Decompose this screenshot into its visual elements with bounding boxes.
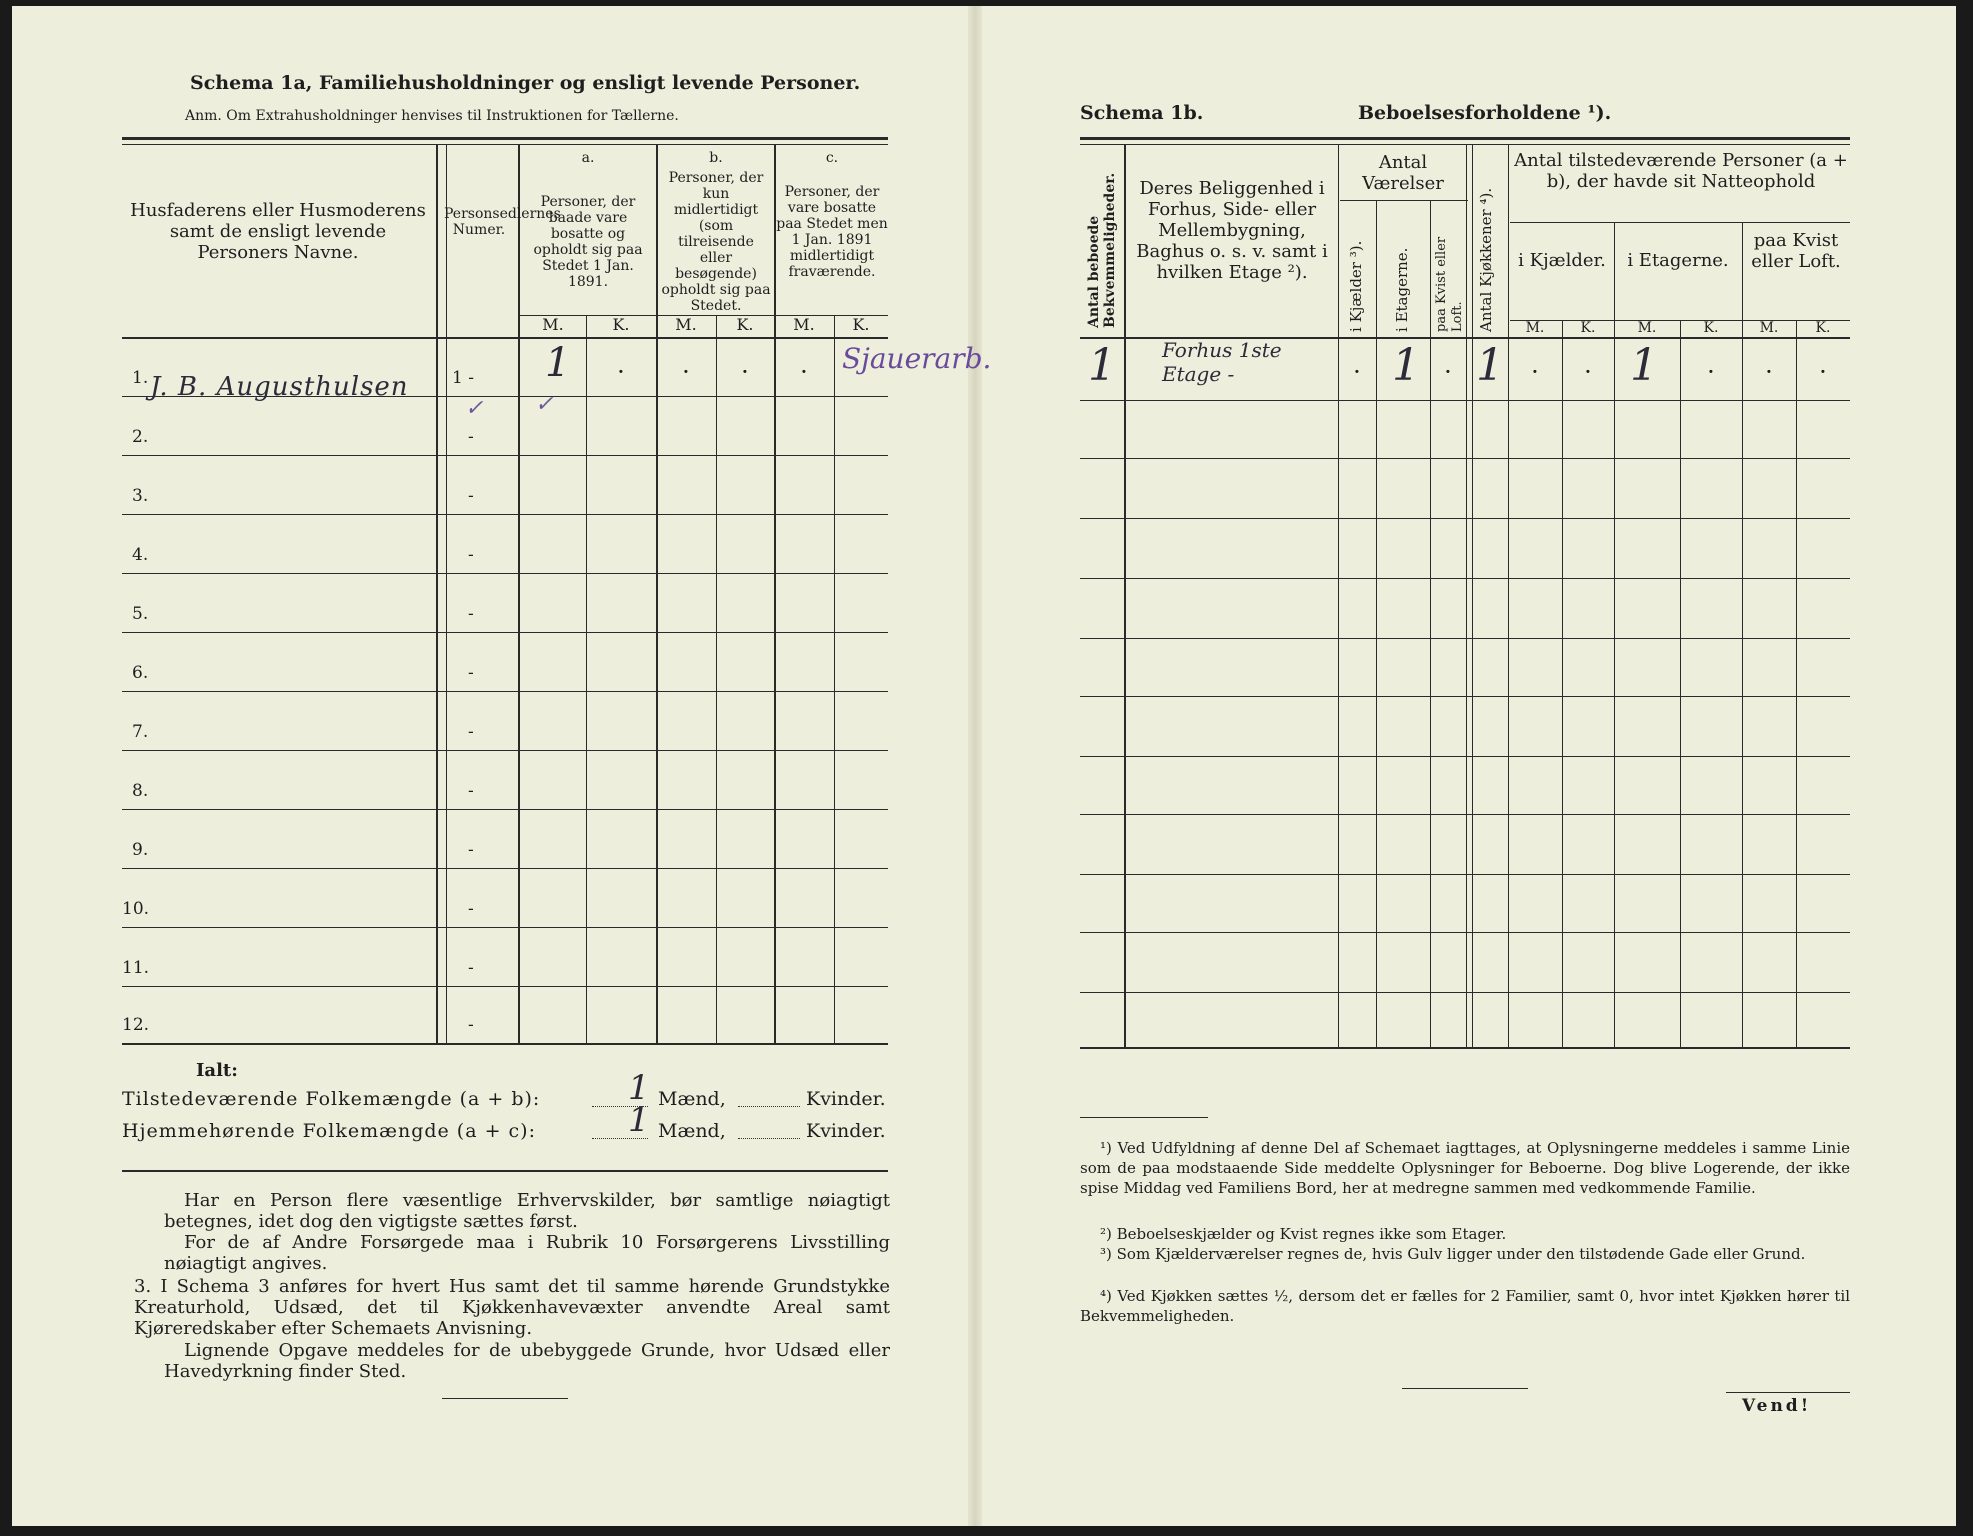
row-rule	[122, 809, 888, 810]
person-number: 1 -	[452, 368, 474, 388]
present-pop-label: Tilstedeværende Folkemængde (a + b):	[122, 1088, 541, 1110]
row-rule	[1080, 578, 1850, 579]
row-number: 5.	[132, 604, 149, 624]
col-divider	[1466, 144, 1467, 1048]
row-rule	[122, 632, 888, 633]
row-number: 10.	[122, 899, 150, 919]
vaer-subrule	[1340, 200, 1468, 201]
header-beliggenhed: Deres Beliggenhed i Forhus, Side- eller Mellembygning, Baghus o. s. v. samt i hvilken Etage ²).	[1136, 178, 1328, 283]
header-a-letter: a.	[581, 150, 595, 166]
a-k-label: K.	[612, 315, 630, 334]
blank-dot: ·	[1444, 358, 1452, 386]
end-rule	[442, 1398, 568, 1399]
footnote-2: ²) Beboelseskjælder og Kvist regnes ikke som Etager.	[1100, 1225, 1507, 1243]
ikj-k: K.	[1580, 320, 1596, 336]
col-divider	[1338, 144, 1339, 1048]
handwritten-kitchens: 1	[1476, 340, 1504, 391]
instruction-4: Lignende Opgave meddeles for de ubebyggede Grunde, hvor Udsæd eller Havedyrkning finder Sted.	[164, 1340, 890, 1382]
col-divider	[1508, 144, 1509, 1048]
row-number: 11.	[122, 958, 150, 978]
handwritten-occupation: Sjauerarb.	[842, 342, 992, 375]
header-b-letter: b.	[709, 150, 723, 166]
header-kjokkener: Antal Kjøkkener ⁴).	[1477, 187, 1495, 332]
col-divider	[834, 315, 835, 1044]
blank-dot: ·	[800, 358, 808, 386]
row-dash: -	[468, 604, 474, 624]
row-dash: -	[468, 663, 474, 683]
header-kvist: paa Kvist eller Loft.	[1434, 236, 1465, 332]
row-number: 2.	[132, 427, 149, 447]
header-c-letter: c.	[825, 150, 839, 166]
col-divider	[656, 144, 658, 1044]
handwritten-name: J. B. Augusthulsen	[150, 372, 409, 402]
blank-dot: ·	[1707, 358, 1715, 386]
col-divider	[1376, 200, 1377, 1048]
col-divider	[1680, 320, 1681, 1048]
row-rule	[122, 868, 888, 869]
col-divider	[446, 144, 447, 1044]
row-number: 4.	[132, 545, 149, 565]
col-divider	[1472, 144, 1473, 1048]
row-number: 8.	[132, 781, 149, 801]
row-rule	[1080, 992, 1850, 993]
row-dash: -	[468, 1015, 474, 1035]
row-dash: -	[468, 899, 474, 919]
row-rule	[122, 455, 888, 456]
row-number: 9.	[132, 840, 149, 860]
header-names: Husfaderens eller Husmoderens samt de ensligt levende Personers Navne.	[130, 200, 426, 263]
row-dash: -	[468, 486, 474, 506]
row-dash: -	[468, 781, 474, 801]
col-divider	[586, 315, 587, 1044]
dotted-fill	[738, 1106, 800, 1107]
col-divider	[436, 144, 438, 1044]
men-label: Mænd,	[658, 1120, 726, 1142]
row-rule	[1080, 756, 1850, 757]
schema-1b-title: Schema 1b.	[1080, 102, 1204, 124]
instruction-3: 3. I Schema 3 anføres for hvert Hus samt det til samme hørende Grundstykke Kreaturhold, Udsæd, det til Kjøkkenhavevæxter anvendte Areal samt Kjøreredskaber efter Schemaets Anvisning.	[134, 1276, 890, 1339]
col-divider	[1742, 222, 1743, 1048]
present-total-value: 1	[628, 1068, 650, 1108]
row-number: 12.	[122, 1015, 150, 1035]
row-number: 7.	[132, 722, 149, 742]
handwritten-count: 1	[545, 340, 571, 386]
a-m-label: M.	[542, 315, 564, 334]
total-label: Ialt:	[196, 1060, 238, 1081]
col-divider	[1796, 320, 1797, 1048]
pk-m: M.	[1759, 320, 1779, 336]
b-k-label: K.	[736, 315, 754, 334]
header-vaerelser: Antal Værelser	[1362, 152, 1444, 194]
row-rule	[122, 750, 888, 751]
schema-1b-subtitle: Beboelsesforholdene ¹).	[1358, 102, 1612, 124]
row-rule	[1080, 458, 1850, 459]
pk-k: K.	[1815, 320, 1831, 336]
row-rule	[1080, 874, 1850, 875]
women-label: Kvinder.	[806, 1120, 886, 1142]
blank-dot: ·	[682, 358, 690, 386]
instruction-2: For de af Andre Forsørgede maa i Rubrik 10 Forsørgerens Livsstilling nøiagtigt angives.	[164, 1232, 890, 1274]
row-number: 3.	[132, 486, 149, 506]
row-rule	[122, 573, 888, 574]
totals-bottom-rule	[122, 1170, 888, 1172]
schema-1a-title: Schema 1a, Familiehusholdninger og ensligt levende Personer.	[190, 72, 861, 94]
col-divider	[518, 144, 520, 1044]
iet-k: K.	[1703, 320, 1719, 336]
c-k-label: K.	[852, 315, 870, 334]
table-top-rule	[1080, 137, 1850, 140]
men-label: Mænd,	[658, 1088, 726, 1110]
row-rule	[1080, 518, 1850, 519]
check-mark: ✓	[465, 396, 484, 421]
col-divider	[1124, 144, 1126, 1048]
women-label: Kvinder.	[806, 1088, 886, 1110]
footnote-3: ³) Som Kjælderværelser regnes de, hvis Gulv ligger under den tilstødende Gade eller Grund.	[1100, 1245, 1806, 1263]
handwritten-beliggenhed: Forhus 1ste Etage -	[1162, 338, 1282, 386]
dotted-fill	[738, 1138, 800, 1139]
col-divider	[1430, 200, 1431, 1048]
table-bottom-rule	[1080, 1047, 1850, 1049]
table-bottom-rule	[122, 1043, 888, 1045]
row-rule	[1080, 638, 1850, 639]
b-m-label: M.	[675, 315, 697, 334]
resident-total-value: 1	[628, 1100, 650, 1140]
page-fold	[968, 6, 982, 1526]
header-number: Personsedlernes Numer.	[444, 206, 561, 238]
ikj-m: M.	[1525, 320, 1545, 336]
handwritten-rooms: 1	[1392, 340, 1420, 391]
turn-page-label: Vend!	[1742, 1396, 1812, 1416]
c-m-label: M.	[793, 315, 815, 334]
header-i-etagerne: i Etagerne.	[1627, 250, 1729, 271]
iet-m: M.	[1637, 320, 1657, 336]
blank-dot: ·	[1531, 358, 1539, 386]
row-dash: -	[468, 840, 474, 860]
header-personer: Antal tilstedeværende Personer (a + b), der havde sit Natteophold	[1514, 150, 1848, 192]
resident-pop-label: Hjemmehørende Folkemængde (a + c):	[122, 1120, 536, 1142]
col-divider	[716, 315, 717, 1044]
header-i-kjaelder: i Kjælder.	[1518, 250, 1606, 271]
col-divider	[1614, 222, 1615, 1048]
row-number: 1.	[132, 368, 149, 388]
row-rule	[122, 691, 888, 692]
row-rule	[1080, 400, 1850, 401]
table-top-rule	[122, 137, 888, 140]
handwritten-bek: 1	[1088, 340, 1116, 391]
blank-dot: ·	[1584, 358, 1592, 386]
footnote-1: ¹) Ved Udfyldning af denne Del af Schemaet iagttages, at Oplysningerne meddeles i samme Linie som de paa modstaaende Side meddelte Oplysninger for Beboerne. Dog blive Logerende, der ikke spise Middag ved Familiens Bord, her at medregne sammen med vedkommende Familie.	[1080, 1139, 1850, 1197]
row-dash: -	[468, 427, 474, 447]
row-rule	[1080, 932, 1850, 933]
row-dash: -	[468, 545, 474, 565]
col-divider	[1562, 320, 1563, 1048]
check-mark: ✓	[535, 392, 554, 417]
vend-rule	[1726, 1392, 1850, 1393]
blank-dot: ·	[1819, 358, 1827, 386]
header-c: Personer, der vare bosatte paa Stedet men 1 Jan. 1891 midlertidigt fraværende.	[776, 184, 888, 280]
header-bek: Antal beboede Bekvemmeligheder.	[1086, 172, 1118, 328]
row-rule	[122, 514, 888, 515]
handwritten-etage-m: 1	[1630, 340, 1658, 391]
footnote-4: ⁴) Ved Kjøkken sættes ½, dersom det er fælles for 2 Familier, samt 0, hvor intet Kjøkken hører til Bekvemmeligheden.	[1080, 1287, 1850, 1325]
header-b: Personer, der kun midlertidigt (som tilreisende eller besøgende) opholdt sig paa Stedet.	[661, 170, 771, 314]
row-number: 6.	[132, 663, 149, 683]
end-rule	[1402, 1388, 1528, 1389]
row-rule	[122, 927, 888, 928]
header-etagerne: i Etagerne.	[1393, 247, 1411, 332]
row-rule	[1080, 814, 1850, 815]
blank-dot: ·	[741, 358, 749, 386]
footnote-rule	[1080, 1117, 1208, 1118]
blank-dot: ·	[1353, 358, 1361, 386]
instruction-1: Har en Person flere væsentlige Erhvervskilder, bør samtlige nøiagtigt betegnes, idet dog den vigtigste sættes først.	[164, 1190, 890, 1232]
table-top-rule-thin	[1080, 144, 1850, 145]
pers-subrule	[1510, 222, 1850, 223]
schema-1a-note: Anm. Om Extrahusholdninger henvises til Instruktionen for Tællerne.	[185, 108, 679, 124]
blank-dot: ·	[1765, 358, 1773, 386]
row-dash: -	[468, 722, 474, 742]
header-kjaelder: i Kjælder ³).	[1347, 240, 1365, 332]
row-dash: -	[468, 958, 474, 978]
row-rule	[122, 986, 888, 987]
header-paa-kvist: paa Kvist eller Loft.	[1751, 230, 1841, 272]
row-rule	[1080, 696, 1850, 697]
blank-dot: ·	[617, 358, 625, 386]
header-a: Personer, der baade vare bosatte og opholdt sig paa Stedet 1 Jan. 1891.	[533, 194, 643, 290]
